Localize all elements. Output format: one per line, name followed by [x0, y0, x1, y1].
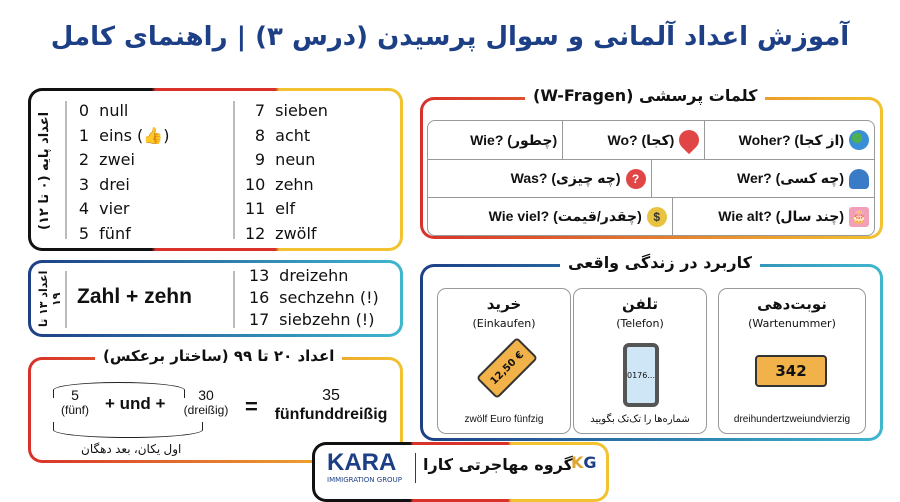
number-digit: 7: [254, 101, 265, 120]
questions-grid: [427, 120, 875, 236]
number-entry: [249, 265, 379, 287]
number-entry: [77, 197, 169, 222]
questions-title: کلمات پرسشی (W-Fragen): [525, 86, 765, 105]
number-entry: [245, 222, 328, 247]
number-digit: 0: [78, 101, 89, 120]
number-digit: 8: [254, 125, 265, 145]
question-woher: Woher? (از کجا): [704, 121, 874, 159]
plus-und: + und +: [105, 394, 166, 413]
number-digit: 13: [249, 266, 270, 285]
number-word: eins (👍): [99, 125, 170, 145]
divider: [233, 101, 235, 239]
number-digit: 1: [78, 125, 89, 145]
unit-number: 5: [71, 387, 79, 403]
question-was: Was? (چه چیزی) ?: [428, 160, 651, 197]
card-title: تلفن: [621, 295, 659, 313]
result-word: fünfunddreißig: [274, 406, 388, 423]
brand-name: KARA: [327, 449, 397, 476]
question-row: [428, 121, 874, 159]
page-title: آموزش اعداد آلمانی و سوال پرسیدن (درس ۳) | راهنمای کامل: [50, 22, 850, 52]
question-row: [428, 197, 874, 235]
question-wer: Wer? (چه کسی): [651, 160, 875, 197]
number-digit: 5: [78, 223, 89, 243]
number-digit: 11: [245, 199, 266, 218]
teens-box: [28, 260, 403, 337]
number-entry: [245, 99, 328, 124]
card-wartenummer: [718, 288, 866, 434]
card-einkaufen: [437, 288, 571, 434]
number-word: sechzehn (!): [279, 288, 379, 307]
number-word: zwölf: [275, 223, 317, 243]
number-word: null: [99, 101, 129, 120]
card-telefon: [573, 288, 707, 434]
question-wie-viel: Wie viel? (چقدر/قیمت) $: [428, 198, 672, 235]
location-pin-icon: [675, 126, 703, 154]
number-digit: 16: [249, 288, 270, 307]
card-caption: dreihundertzweiundvierzig: [733, 414, 851, 425]
unit-word: (fünf): [60, 403, 89, 417]
number-digit: 3: [78, 174, 89, 194]
number-entry: [245, 173, 328, 198]
number-entry: [77, 222, 169, 247]
number-word: sieben: [275, 101, 328, 120]
number-word: zehn: [275, 174, 314, 194]
money-bag-icon: $: [647, 207, 667, 227]
brand-subtitle: IMMIGRATION GROUP: [327, 476, 402, 484]
number-entry: [245, 124, 328, 149]
usage-title: کاربرد در زندگی واقعی: [560, 253, 760, 272]
number-digit: 17: [249, 310, 270, 329]
teens-label: اعداد ۱۳ تا ۱۹: [37, 270, 63, 328]
number-entry: [249, 287, 379, 309]
kg-logo-icon: KG: [571, 453, 597, 472]
person-icon: [849, 169, 869, 189]
globe-icon: [849, 130, 869, 150]
number-word: acht: [275, 125, 311, 145]
card-caption: zwölf Euro fünfzig: [464, 414, 544, 425]
number-word: elf: [275, 199, 296, 218]
numbers-left-column: [77, 99, 169, 246]
card-subtitle: (Wartenummer): [748, 317, 836, 330]
brand-persian-name: گروه مهاجرتی کارا: [423, 455, 573, 474]
teens-formula: Zahl + zehn: [77, 285, 192, 308]
brand-divider: [415, 453, 416, 483]
ticket-number-text: 342: [775, 362, 807, 380]
number-digit: 10: [245, 174, 266, 194]
question-wie: Wie? (چطور): [470, 131, 558, 148]
number-word: drei: [99, 174, 130, 194]
phone-icon: [623, 343, 659, 407]
number-digit: 12: [245, 223, 266, 243]
number-digit: 2: [78, 150, 89, 169]
number-entry: [77, 148, 169, 173]
number-entry: [77, 99, 169, 124]
number-entry: [77, 173, 169, 198]
question-wie-alt: Wie alt? (چند سال) 🎂: [672, 198, 874, 235]
number-entry: [249, 309, 379, 331]
price-text: 12,50 €: [488, 349, 526, 387]
card-subtitle: (Einkaufen): [472, 317, 536, 330]
number-word: fünf: [99, 223, 131, 243]
basic-numbers-box: [28, 88, 403, 251]
divider: [233, 271, 235, 328]
phone-number-text: 0176...: [627, 370, 655, 380]
number-digit: 9: [254, 150, 265, 169]
brand-box: [312, 442, 609, 502]
backward-arrow: [53, 422, 203, 438]
result-number: 35: [322, 387, 340, 404]
ten-number: 30: [198, 387, 214, 403]
number-word: vier: [99, 199, 130, 218]
basic-numbers-label: اعداد پایه (۰ تا ۱۲): [37, 111, 52, 231]
number-entry: [245, 148, 328, 173]
numbers-right-column: [245, 99, 328, 246]
tens-title: اعداد ۲۰ تا ۹۹ (ساختار برعکس): [95, 347, 342, 365]
card-subtitle: (Telefon): [616, 317, 664, 330]
question-bubble-icon: ?: [626, 169, 646, 189]
teens-list: [249, 265, 379, 331]
card-caption: شماره‌ها را تک‌تک بگویید: [590, 414, 690, 425]
number-entry: [245, 197, 328, 222]
tens-note: اول یکان، بعد دهگان: [81, 442, 182, 456]
number-word: zwei: [99, 150, 135, 169]
divider: [65, 101, 67, 239]
card-title: خرید: [486, 295, 522, 313]
card-title: نوبت‌دهی: [757, 295, 827, 313]
number-word: siebzehn (!): [279, 310, 375, 329]
number-word: dreizehn: [279, 266, 349, 285]
number-digit: 4: [78, 199, 89, 218]
number-entry: [77, 124, 169, 149]
equals-sign: =: [245, 394, 258, 419]
question-row: [428, 159, 874, 197]
number-word: neun: [275, 150, 316, 169]
divider: [65, 271, 67, 328]
ticket-icon: [755, 355, 827, 387]
question-wo: Wo? (کجا): [562, 121, 704, 159]
cake-icon: 🎂: [849, 207, 869, 227]
price-tag-icon: [476, 337, 538, 399]
ten-word: (dreißig): [183, 403, 229, 417]
